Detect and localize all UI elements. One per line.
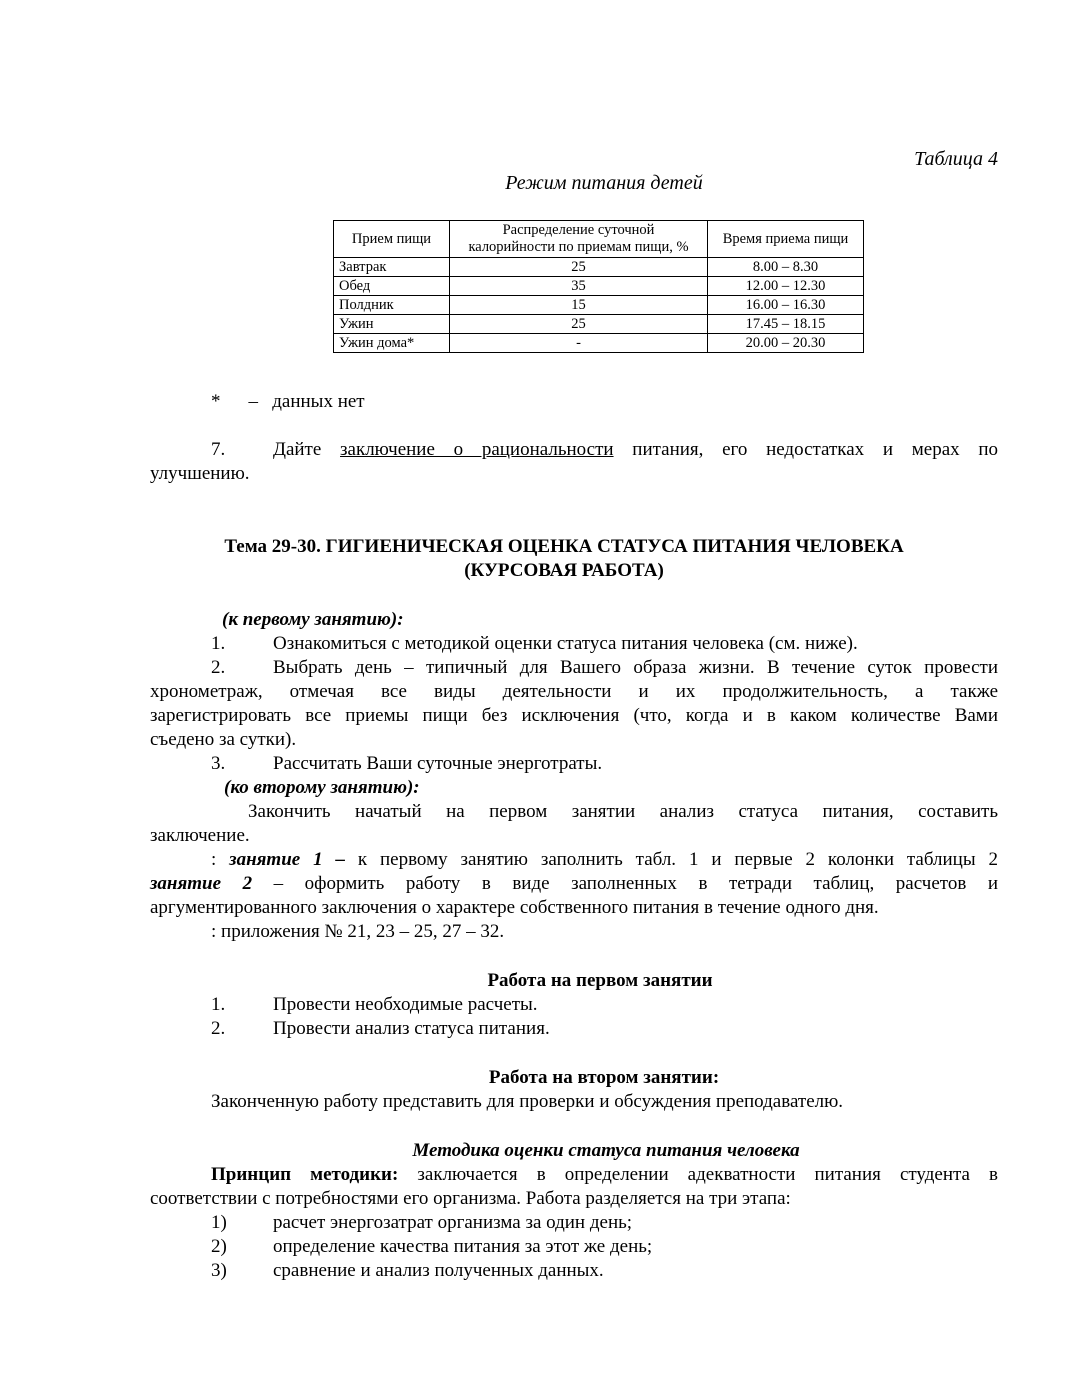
cell-percent: 15 [450, 296, 708, 315]
table-row [334, 334, 864, 353]
table-row [334, 258, 864, 277]
second-lesson-line1: Закончить начатый на первом занятии анализ статуса питания, составить [248, 801, 998, 822]
list-item-cont: съедено за сутки). [150, 729, 297, 750]
topic-heading-line2: (КУРСОВАЯ РАБОТА) [464, 560, 664, 581]
work-second-heading: Работа на втором занятии: [488, 1067, 720, 1088]
meal-schedule-table [333, 220, 864, 353]
cell-time: 16.00 – 16.30 [708, 296, 864, 315]
list-item: 2. Выбрать день – типичный для Вашего образа жизни. В течение суток провести [211, 657, 998, 678]
cell-time: 12.00 – 12.30 [708, 277, 864, 296]
cell-percent: - [450, 334, 708, 353]
underlined-phrase: заключение о рациональности [340, 439, 614, 460]
list-item-cont: зарегистрировать все приемы пищи без исключения (что, когда и в каком количестве Вами [150, 705, 998, 726]
list-item: 2. Провести анализ статуса питания. [211, 1018, 550, 1039]
list-item: 3. Рассчитать Ваши суточные энерготраты. [211, 753, 603, 774]
footnote-text: данных нет [272, 391, 365, 412]
item-7-line2: улучшению. [150, 463, 250, 484]
footnote-dash: – [248, 391, 258, 412]
cell-percent: 25 [450, 315, 708, 334]
cell-meal: Завтрак [334, 258, 450, 277]
report-lesson1: : занятие 1 – к первому занятию заполнить табл. 1 и первые 2 колонки таблицы 2 [211, 849, 999, 870]
table-row [334, 315, 864, 334]
document-page [150, 0, 998, 1386]
header-meal: Прием пищи [334, 221, 450, 258]
list-item: 3) сравнение и анализ полученных данных. [211, 1260, 604, 1281]
method-principle: Принцип методики: заключается в определении адекватности питания студента в [211, 1164, 998, 1185]
report-lesson2: занятие 2 – оформить работу в виде заполненных в тетради таблиц, расчетов и [150, 873, 999, 894]
table-number: Таблица 4 [914, 148, 998, 170]
cell-meal: Полдник [334, 296, 450, 315]
report-appendix: : приложения № 21, 23 – 25, 27 – 32. [211, 921, 505, 942]
method-principle-cont: соответствии с потребностями его организма. Работа разделяется на три этапа: [150, 1188, 791, 1209]
header-time: Время приема пищи [708, 221, 864, 258]
cell-time: 17.45 – 18.15 [708, 315, 864, 334]
header-percent: Распределение суточной калорийности по приемам пищи, % [450, 221, 708, 258]
cell-meal: Обед [334, 277, 450, 296]
table-row [334, 277, 864, 296]
footnote-mark: * [211, 391, 221, 412]
footnote [211, 390, 1059, 414]
cell-meal: Ужин [334, 315, 450, 334]
table-header-row [334, 221, 864, 258]
cell-percent: 35 [450, 277, 708, 296]
list-item: 1. Провести необходимые расчеты. [211, 994, 538, 1015]
list-item: 1. Ознакомиться с методикой оценки статуса питания человека (см. ниже). [211, 633, 858, 654]
cell-time: 8.00 – 8.30 [708, 258, 864, 277]
report-lesson2-cont: аргументированного заключения о характере собственного питания в течение одного дня. [150, 897, 879, 918]
work-first-heading: Работа на первом занятии [487, 970, 713, 991]
first-lesson-heading: (к первому занятию): [222, 609, 404, 630]
second-lesson-heading: (ко второму занятию): [224, 777, 420, 798]
item-7-line1: 7. Дайте заключение о рациональности питания, его недостатках и мерах по [211, 439, 999, 460]
list-item-cont: хронометраж, отмечая все виды деятельности и их продолжительность, а также [150, 681, 998, 702]
topic-heading-line1: Тема 29-30. ГИГИЕНИЧЕСКАЯ ОЦЕНКА СТАТУСА ПИТАНИЯ ЧЕЛОВЕКА [224, 536, 904, 557]
cell-meal: Ужин дома* [334, 334, 450, 353]
second-lesson-line2: заключение. [150, 825, 250, 846]
list-item: 1) расчет энергозатрат организма за один день; [211, 1212, 633, 1233]
cell-percent: 25 [450, 258, 708, 277]
cell-time: 20.00 – 20.30 [708, 334, 864, 353]
table-row [334, 296, 864, 315]
table-title: Режим питания детей [505, 172, 703, 194]
list-item: 2) определение качества питания за этот же день; [211, 1236, 653, 1257]
method-heading: Методика оценки статуса питания человека [412, 1140, 800, 1161]
work-second-text: Законченную работу представить для проверки и обсуждения преподавателю. [211, 1091, 844, 1112]
